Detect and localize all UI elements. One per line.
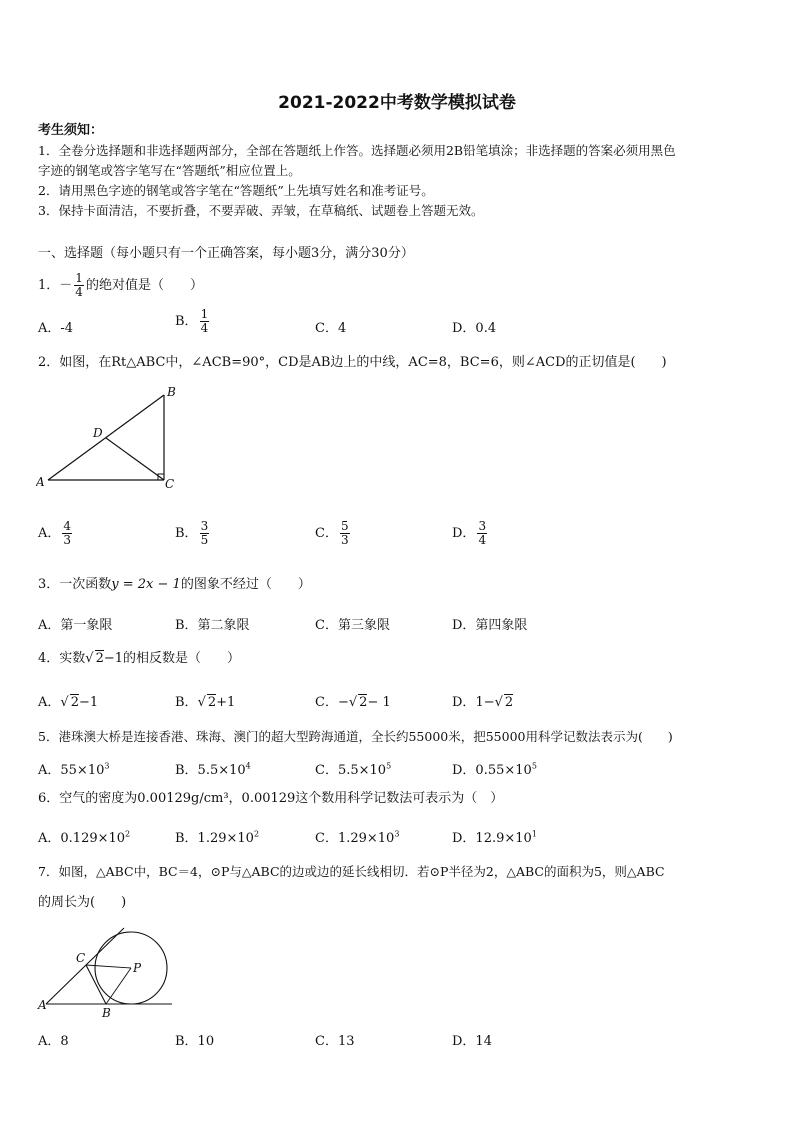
q5-option-c-exp: 5: [386, 761, 392, 771]
q7-option-d[interactable]: D．14: [452, 1034, 492, 1049]
q4-option-d-label: D．: [452, 695, 476, 710]
q7-label-c: C: [76, 951, 86, 965]
notice-line-2: 2．请用黑色字迹的钢笔或答字笔在“答题纸”上先填写姓名和准考证号。: [38, 183, 434, 198]
q5-option-d[interactable]: [452, 759, 537, 778]
q1-text: 的绝对值是（ ）: [85, 278, 203, 293]
q6-option-b[interactable]: [175, 827, 259, 846]
q1-option-b-label: B．: [175, 314, 198, 329]
q6-option-d[interactable]: [452, 827, 537, 846]
q3-option-b[interactable]: B．第二象限: [175, 618, 250, 633]
q4-option-a-root: 2: [70, 695, 79, 710]
q4-option-b-root: 2: [207, 695, 217, 710]
q1-fraction: [74, 272, 84, 299]
q5-option-a-text: A．55×10: [38, 763, 105, 778]
q7-side-ac-extended: [46, 928, 124, 1004]
q2-option-a-label: A．: [38, 526, 61, 541]
q2-figure: [36, 383, 186, 491]
q2-option-b-label: B．: [175, 526, 198, 541]
q2-option-d-label: D．: [452, 526, 476, 541]
q4-pre: 4．实数: [38, 651, 86, 666]
q5-option-c[interactable]: [315, 759, 391, 778]
q6-option-a[interactable]: [38, 827, 130, 846]
q3-option-d[interactable]: D．第四象限: [452, 618, 528, 633]
q5-option-d-exp: 5: [531, 761, 537, 771]
q6-option-a-text: A．0.129×10: [38, 831, 126, 846]
section-heading: 一、选择题（每小题只有一个正确答案，每小题3分，满分30分）: [38, 246, 414, 261]
q2-label-c: C: [165, 477, 175, 491]
q7-option-a[interactable]: A．8: [38, 1034, 69, 1049]
q4-option-b[interactable]: B．√ 2+1: [175, 695, 236, 710]
q4-option-d[interactable]: D．1−√ 2: [452, 695, 514, 710]
q7-label-p: P: [133, 961, 142, 975]
q1-option-c[interactable]: C．4: [315, 321, 347, 336]
question-2: 2．如图，在Rt△ABC中，∠ACB=90°，CD是AB边上的中线，AC=8，BC=6，则∠ACD的正切值是( ): [38, 355, 667, 370]
q2-option-b[interactable]: [175, 516, 211, 552]
q1-option-b-den: 4: [200, 321, 209, 335]
q4-tail: −1: [103, 651, 124, 666]
q4-option-b-tail: +1: [216, 695, 236, 710]
q2-label-d: D: [93, 426, 103, 440]
q2-option-d[interactable]: [452, 516, 489, 552]
question-7-line-1: 7．如图，△ABC中，BC＝4，⊙P与△ABC的边或边的延长线相切．若⊙P半径为2，△ABC的面积为5，则△ABC: [38, 864, 665, 879]
notice-line-1b: 字迹的钢笔或答字笔写在“答题纸”相应位置上。: [38, 163, 301, 178]
q2-median-cd: [106, 438, 164, 480]
question-3: [38, 575, 311, 595]
q6-option-d-text: D．12.9×10: [452, 831, 532, 846]
q7-side-cb: [86, 965, 106, 1004]
q2-option-b-num: 3: [200, 519, 209, 533]
q4-post: 的相反数是（ ）: [123, 651, 241, 666]
q2-option-c-den: 3: [340, 533, 349, 547]
notice-line-3: 3．保持卡面清洁，不要折叠，不要弄破、弄皱，在草稿纸、试题卷上答题无效。: [38, 203, 484, 218]
q5-option-b-text: B．5.5×10: [175, 763, 246, 778]
q4-root: 2: [95, 651, 104, 666]
q4-option-c-pre: −: [337, 695, 349, 710]
q1-numerator: 1: [75, 271, 83, 285]
q1-number: 1．: [38, 278, 60, 293]
q2-option-c-label: C．: [315, 526, 338, 541]
q3-option-c[interactable]: C．第三象限: [315, 618, 390, 633]
q7-label-b: B: [102, 1006, 111, 1020]
q1-denominator: 4: [75, 285, 83, 299]
q2-option-a-num: 4: [63, 519, 72, 533]
q2-option-b-den: 5: [200, 533, 209, 547]
question-1: [38, 272, 203, 300]
q2-label-a: A: [36, 475, 45, 489]
q5-option-a[interactable]: [38, 759, 109, 778]
q4-option-a-tail: −1: [78, 695, 99, 710]
q2-option-a-den: 3: [63, 533, 72, 547]
q1-option-b-num: 1: [200, 307, 209, 321]
q6-option-c-text: C．1.29×10: [315, 831, 395, 846]
q6-option-b-exp: 2: [253, 829, 260, 839]
q6-option-c[interactable]: [315, 827, 399, 846]
q7-segment-cp: [86, 965, 131, 968]
q4-option-c-root: 2: [359, 695, 368, 710]
q2-label-b: B: [167, 385, 176, 399]
page-title: 2021-2022中考数学模拟试卷: [278, 93, 516, 113]
q2-option-d-num: 3: [478, 519, 487, 533]
q7-option-b[interactable]: B．10: [175, 1034, 215, 1049]
q2-option-c[interactable]: [315, 516, 352, 552]
q4-option-c-label: C．: [315, 695, 338, 710]
q2-option-c-num: 5: [340, 519, 349, 533]
q5-option-a-exp: 3: [104, 761, 110, 771]
q6-option-c-exp: 3: [394, 829, 400, 839]
q5-option-d-text: D．0.55×10: [452, 763, 532, 778]
q3-pre: 3．一次函数: [38, 577, 112, 592]
q6-option-a-exp: 2: [125, 829, 131, 839]
q4-option-d-pre: 1−: [475, 695, 495, 710]
q1-minus: －: [59, 278, 73, 293]
q1-option-b[interactable]: [175, 306, 211, 338]
q3-option-a[interactable]: A．第一象限: [38, 618, 113, 633]
q7-figure: [36, 922, 176, 1020]
q1-option-d[interactable]: D．0.4: [452, 321, 497, 336]
q6-option-d-exp: 1: [531, 829, 537, 839]
q4-option-d-root: 2: [504, 695, 514, 710]
q5-option-c-text: C．5.5×10: [315, 763, 387, 778]
q5-option-b-exp: 4: [245, 761, 251, 771]
notice-line-1a: 1．全卷分选择题和非选择题两部分，全部在答题纸上作答。选择题必须用2B铅笔填涂；非选择题的答案必须用黑色: [38, 143, 676, 158]
q3-post: 的图象不经过（ ）: [180, 577, 311, 592]
q3-formula: y = 2x − 1: [111, 577, 181, 592]
q7-label-a: A: [38, 998, 47, 1012]
q1-option-a[interactable]: A．-4: [38, 321, 74, 336]
q7-option-c[interactable]: C．13: [315, 1034, 355, 1049]
question-5: 5．港珠澳大桥是连接香港、珠海、澳门的超大型跨海通道，全长约55000米，把55000用科学记数法表示为( ): [38, 729, 673, 744]
q4-option-c[interactable]: C．−√ 2− 1: [315, 695, 391, 710]
q7-segment-bp: [106, 968, 131, 1004]
q2-option-a[interactable]: [38, 516, 74, 552]
notice-heading: 考生须知：: [38, 123, 104, 138]
question-4: 4．实数√ 2−1的相反数是（ ）: [38, 651, 241, 666]
q4-option-c-tail: − 1: [367, 695, 391, 710]
q5-option-b[interactable]: [175, 759, 251, 778]
q4-option-b-label: B．: [175, 695, 198, 710]
q6-option-b-text: B．1.29×10: [175, 831, 254, 846]
q4-option-a-label: A．: [38, 695, 61, 710]
question-7-line-2: 的周长为( ): [38, 895, 127, 910]
q4-option-a[interactable]: A．√ 2−1: [38, 695, 99, 710]
question-6: 6．空气的密度为0.00129g/cm³，0.00129这个数用科学记数法可表示为（ ）: [38, 791, 504, 806]
q2-option-d-den: 4: [478, 533, 487, 547]
